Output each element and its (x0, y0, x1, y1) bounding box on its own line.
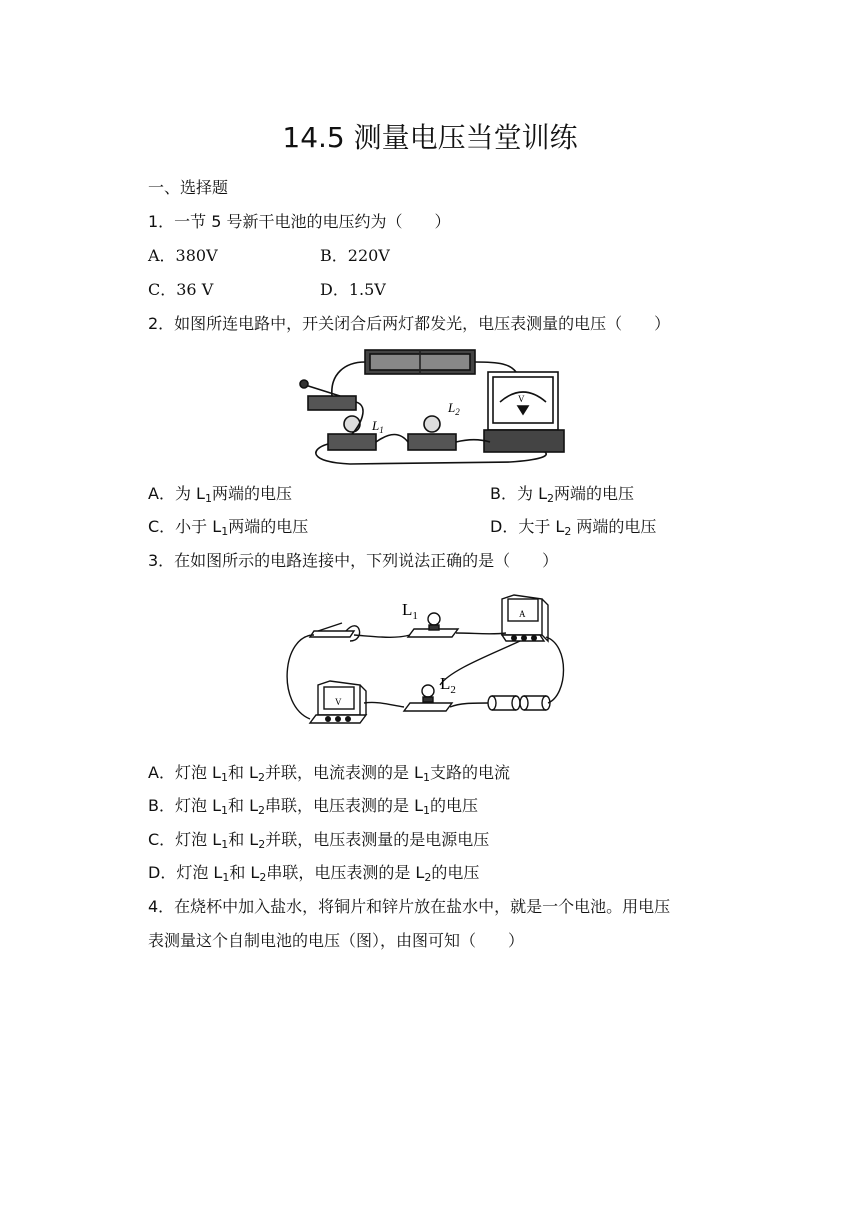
svg-text:L2 (440, 674, 456, 696)
q3-fig-l2-label: L (440, 674, 451, 693)
q3-ammeter-label: A (519, 609, 526, 619)
q3-circuit-figure (280, 585, 580, 740)
q1-option-a: A．380V (148, 246, 218, 265)
q1-stem: 1．一节 5 号新干电池的电压约为（ ） (148, 212, 451, 231)
q3-fig-l2-sub: 2 (450, 684, 456, 696)
page-title: 14.5 测量电压当堂训练 (282, 121, 578, 154)
svg-text:L1 (402, 600, 418, 622)
q2-fig-l1-label: L (372, 418, 380, 433)
q3-fig-l1-label: L (402, 600, 413, 619)
q2-option-b: B．为 $L_2$两端的电压 (490, 484, 634, 505)
q3-option-a: A．灯泡 $L_1$和 $L_2$并联，电流表测的是 $L_1$支路的电流 (148, 763, 510, 784)
q4-stem-line2: 表测量这个自制电池的电压（图），由图可知（ ） (148, 931, 525, 950)
q2-fig-l2-sub: 2 (455, 407, 460, 417)
q2-option-c: C．小于 $L_1$两端的电压 (148, 517, 309, 538)
q2-stem: 2．如图所连电路中，开关闭合后两灯都发光，电压表测量的电压（ ） (148, 314, 671, 333)
svg-text:L2 (447, 400, 460, 417)
q1-option-d: D．1.5V (320, 280, 386, 299)
q3-option-c: C．灯泡 $L_1$和 $L_2$并联，电压表测量的是电源电压 (148, 830, 490, 851)
q2-fig-l2-label: L (448, 400, 456, 415)
section-heading: 一、选择题 (148, 178, 229, 197)
q2-circuit-figure (290, 344, 580, 469)
q3-fig-l1-sub: 1 (412, 610, 418, 622)
q3-option-b: B．灯泡 $L_1$和 $L_2$串联，电压表测的是 $L_1$的电压 (148, 796, 479, 817)
q2-fig-l1-sub: 1 (379, 425, 384, 435)
q1-option-b: B．220V (320, 246, 390, 265)
q3-option-d: D．灯泡 $L_1$和 $L_2$串联，电压表测的是 $L_2$的电压 (148, 863, 480, 884)
q3-stem: 3．在如图所示的电路连接中，下列说法正确的是（ ） (148, 551, 559, 570)
q1-option-c: C．36 V (148, 280, 214, 299)
q2-option-d: D．大于 $L_2$ 两端的电压 (490, 517, 657, 538)
svg-text:L1 (371, 418, 384, 435)
q3-voltmeter-label: V (335, 697, 342, 707)
q2-option-a: A．为 $L_1$两端的电压 (148, 484, 292, 505)
q2-meter-label: V (518, 394, 525, 404)
q4-stem-line1: 4．在烧杯中加入盐水，将铜片和锌片放在盐水中，就是一个电池。用电压 (148, 897, 671, 916)
